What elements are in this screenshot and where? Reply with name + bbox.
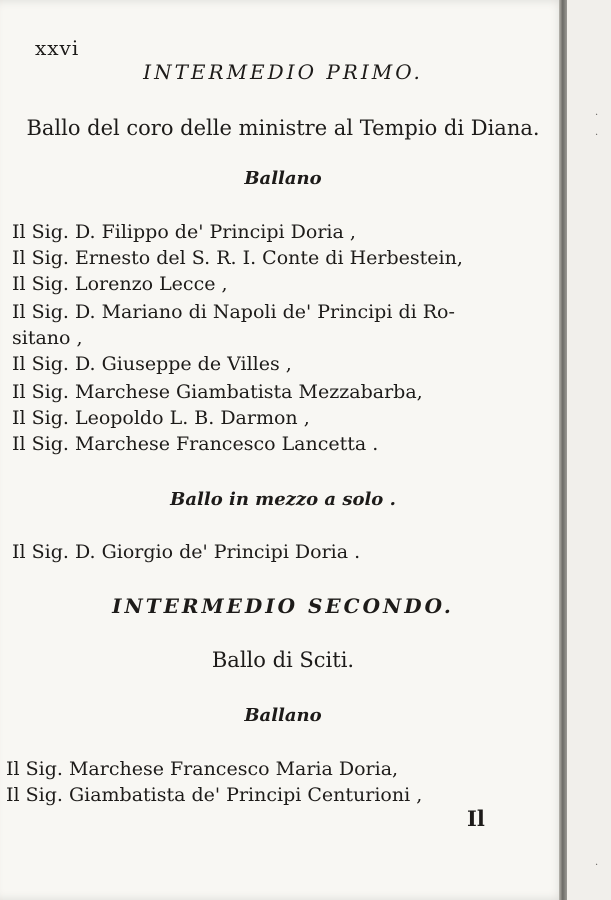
bleed-mark: ·	[595, 110, 599, 121]
intermedio-secondo-title: INTERMEDIO SECONDO.	[112, 594, 454, 618]
ballo-primo-heading: Ballo del coro delle ministre al Tempio di Diana.	[26, 116, 540, 140]
bleed-mark: ·	[595, 860, 599, 871]
catchword: Il	[467, 806, 485, 831]
bleed-mark: ·	[595, 130, 599, 141]
dancer-entry: Il Sig. D. Mariano di Napoli de' Principi di Ro-	[12, 301, 455, 323]
book-gutter	[559, 0, 567, 900]
ballo-solo-label: Ballo in mezzo a solo .	[170, 489, 396, 510]
dancer-entry: Il Sig. D. Giuseppe de Villes ,	[12, 353, 292, 375]
dancer-entry: Il Sig. Marchese Francesco Maria Doria,	[6, 758, 399, 780]
dancer-entry: Il Sig. Marchese Francesco Lancetta .	[12, 433, 379, 455]
ballano-secondo-label: Ballano	[244, 705, 322, 726]
dancer-entry: Il Sig. Leopoldo L. B. Darmon ,	[12, 407, 310, 429]
ballano-primo-label: Ballano	[244, 168, 322, 189]
dancer-entry: Il Sig. D. Filippo de' Principi Doria ,	[12, 221, 356, 243]
dancer-entry-continued: sitano ,	[12, 327, 83, 349]
dancer-entry: Il Sig. Ernesto del S. R. I. Conte di Herbestein,	[12, 247, 463, 269]
dancer-entry: Il Sig. Lorenzo Lecce ,	[12, 273, 228, 295]
dancer-entry: Il Sig. Giambatista de' Principi Centurioni ,	[6, 784, 423, 806]
page-folio: xxvi	[35, 36, 80, 60]
solo-dancer-entry: Il Sig. D. Giorgio de' Principi Doria .	[12, 541, 361, 563]
intermedio-primo-title: INTERMEDIO PRIMO.	[143, 60, 423, 84]
ballo-secondo-heading: Ballo di Sciti.	[211, 648, 355, 672]
dancer-entry: Il Sig. Marchese Giambatista Mezzabarba,	[12, 381, 423, 403]
facing-page-edge	[567, 0, 611, 900]
